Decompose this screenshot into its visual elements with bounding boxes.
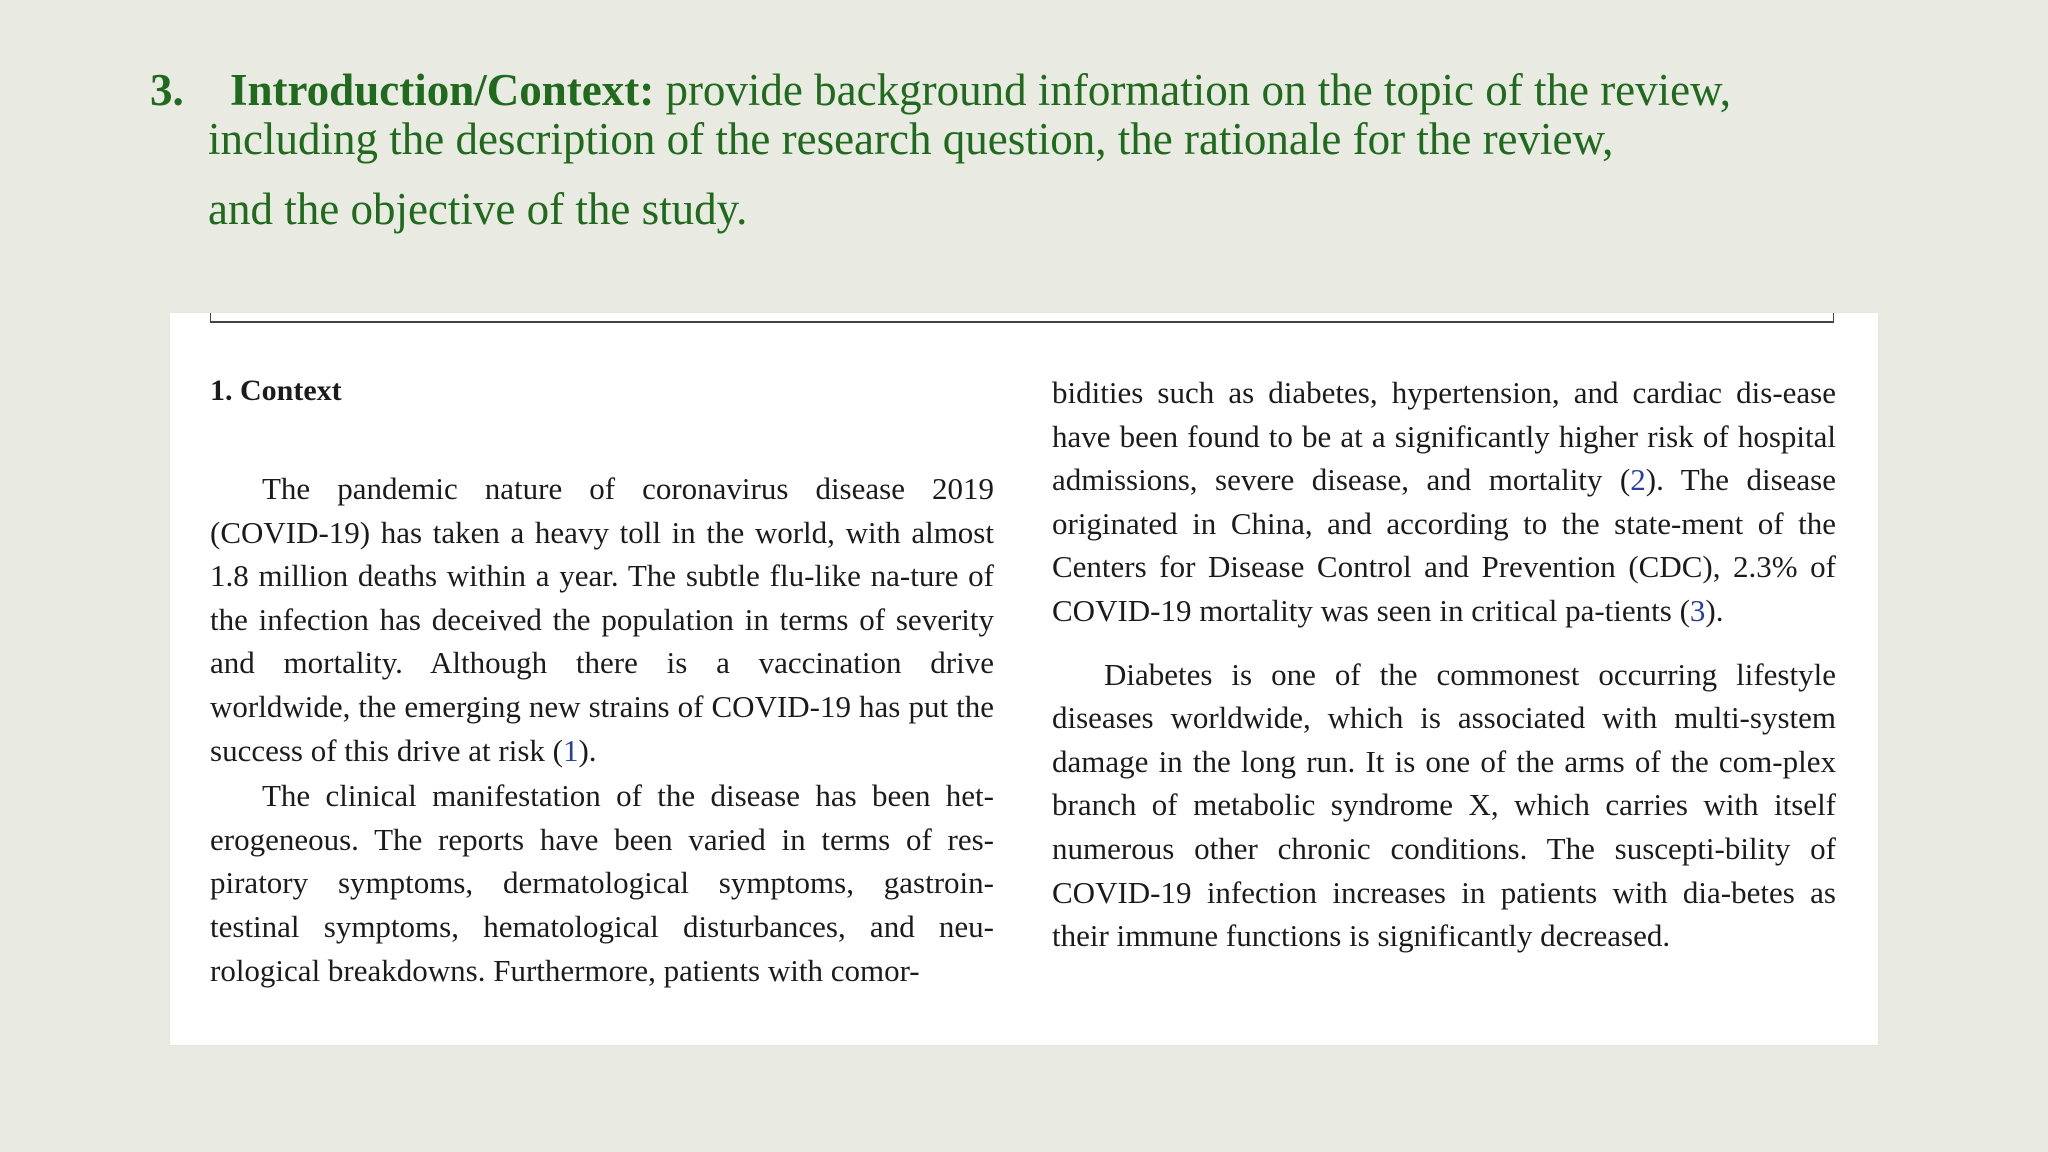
right-p1-text-a: bidities such as diabetes, hypertension, and cardiac dis-ease have been found to be at a significantly higher risk of hospital admissions, severe disease, and mortality ( (1052, 375, 1836, 498)
paper-right-column (1052, 371, 1836, 958)
citation-2: 2 (1630, 462, 1646, 498)
heading-line-1 (150, 66, 1970, 115)
right-paragraph-2: Diabetes is one of the commonest occurring lifestyle diseases worldwide, which is associated with multi-system damage in the long run. It is one of the arms of the com-plex branch of metabolic syndrome X, which carries with itself numerous other chronic conditions. The suscepti-bility of COVID-19 infection increases in patients with dia-betes as their immune functions is significantly decreased. (1052, 656, 1836, 954)
right-paragraph-1 (1052, 371, 1836, 633)
left-paragraph-2: The clinical manifestation of the disease has been het-erogeneous. The reports have been varied in terms of res-piratory symptoms, dermatological symptoms, gastroin-testinal symptoms, hematological disturbances, and neu-rological breakdowns. Furthermore, patients with comor- (210, 778, 994, 988)
paper-top-rule (210, 313, 1834, 323)
slide-heading (150, 66, 1970, 234)
heading-lead: Introduction/Context: (230, 65, 655, 115)
paper-left-column (210, 371, 994, 992)
left-paragraph-1 (210, 467, 994, 772)
right-p1-text-b: ). The disease originated in China, and according to the state-ment of the Centers for Disease Control and Prevention (CDC), 2.3% of COVID-19 mortality was seen in critical pa-tients ( (1052, 462, 1836, 628)
heading-line-3: and the objective of the study. (208, 184, 748, 234)
heading-number: 3. (150, 65, 184, 115)
left-p1-text: The pandemic nature of coronavirus disease 2019 (COVID-19) has taken a heavy toll in the world, with almost 1.8 million deaths within a year. The subtle flu-like na-ture of the infection has deceived the population in terms of severity and mortality. Although there is a vaccination drive worldwide, the emerging new strains of COVID-19 has put the success of this drive at risk ( (210, 471, 994, 768)
section-title: 1. Context (210, 374, 342, 407)
citation-1: 1 (562, 732, 579, 768)
right-p1-text-c: ). (1705, 592, 1724, 628)
heading-line-1-text: provide background information on the topic of the review, (654, 65, 1731, 115)
paper-excerpt-image (170, 313, 1878, 1045)
heading-line-2: including the description of the research question, the rationale for the review, (208, 114, 1614, 164)
left-p1-end: ). (578, 732, 597, 768)
citation-3: 3 (1689, 592, 1706, 628)
